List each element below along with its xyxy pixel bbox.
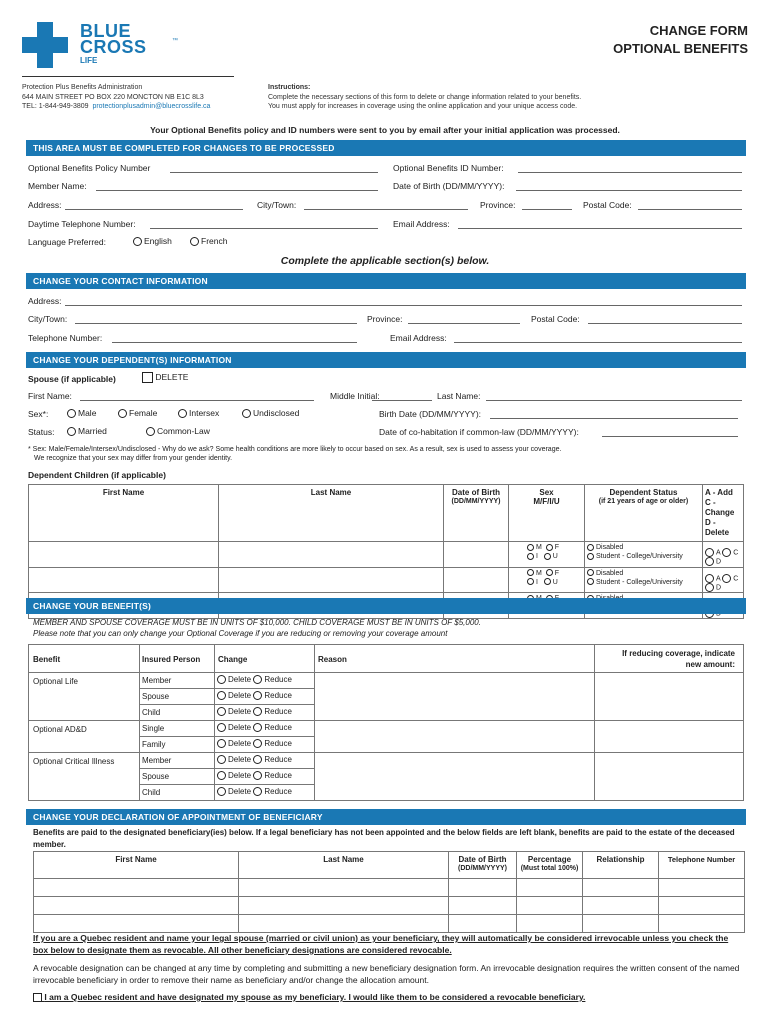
new-email-field[interactable] <box>454 342 742 343</box>
change-options[interactable]: Delete Reduce <box>215 785 315 801</box>
logo: BLUE CROSS ™ LIFE <box>22 22 192 72</box>
change-options[interactable]: Delete Reduce <box>215 673 315 689</box>
dependent-row: M F I U Disabled Student - College/University A C D <box>29 567 744 593</box>
benefits-table: Benefit Insured Person Change Reason If reducing coverage, indicate new amount: Optional Life Member Delete Reduce Spouse Delete Reduce Child Delete Reduce Optional AD&D Single Delete Reduce Family Delete Reduce Optional Critical Illness Member Delete Reduce Spouse Delete Reduce Child Delete Reduce <box>28 644 744 801</box>
beneficiary-row <box>34 879 745 897</box>
complete-heading: Complete the applicable section(s) below. <box>280 255 490 267</box>
section4-header: CHANGE YOUR BENEFIT(S) <box>26 598 746 614</box>
beneficiary-row <box>34 897 745 915</box>
beneficiary-table: First Name Last Name Date of Birth (DD/MM/YYYY) Percentage (Must total 100%) Relationship Telephone Number <box>33 851 745 933</box>
address-field[interactable] <box>65 209 243 210</box>
change-options[interactable]: Delete Reduce <box>215 737 315 753</box>
dependent-row: M F I U Disabled Student - College/University A C D <box>29 542 744 568</box>
sex-undisclosed-radio[interactable]: Undisclosed <box>242 408 299 418</box>
notice: Your Optional Benefits policy and ID numbers were sent to you by email after your initial application was processed. <box>150 125 620 135</box>
change-options[interactable]: Delete Reduce <box>215 769 315 785</box>
new-postal-field[interactable] <box>588 323 742 324</box>
sex-male-radio[interactable]: Male <box>67 408 96 418</box>
province-field[interactable] <box>522 209 572 210</box>
admin-address: Protection Plus Benefits Administration 644 MAIN STREET PO BOX 220 MONCTON NB E1C 8L3 TEL: 1-844-949-3809 protectionplusadmin@bluecrosslife.ca <box>22 84 211 110</box>
spouse-middle-field[interactable] <box>372 400 432 401</box>
english-radio[interactable]: English <box>133 236 172 246</box>
change-options[interactable]: Delete Reduce <box>215 721 315 737</box>
section2-header: CHANGE YOUR CONTACT INFORMATION <box>26 273 746 289</box>
new-address-field[interactable] <box>65 305 742 306</box>
spouse-first-field[interactable] <box>80 400 314 401</box>
form-title: CHANGE FORM OPTIONAL BENEFITS <box>613 23 748 56</box>
change-options[interactable]: Delete Reduce <box>215 689 315 705</box>
phone-field[interactable] <box>150 228 378 229</box>
cohab-field[interactable] <box>602 436 738 437</box>
spouse-last-field[interactable] <box>486 400 742 401</box>
section3-header: CHANGE YOUR DEPENDENT(S) INFORMATION <box>26 352 746 368</box>
new-province-field[interactable] <box>408 323 520 324</box>
change-options[interactable]: Delete Reduce <box>215 705 315 721</box>
member-name-field[interactable] <box>96 190 378 191</box>
dependents-table: First Name Last Name Date of Birth (DD/MM/YYYY) Sex M/F/I/U Dependent Status (if 21 years of age or older) A - Add C - Change D - Delete M F I U Disabled Student - College/University A C D M F I U Disabled Student - College/University A C D <box>28 484 744 619</box>
beneficiary-row <box>34 915 745 933</box>
sex-female-radio[interactable]: Female <box>118 408 157 418</box>
delete-spouse-checkbox[interactable]: DELETE <box>142 372 188 383</box>
french-radio[interactable]: French <box>190 236 227 246</box>
new-phone-field[interactable] <box>112 342 357 343</box>
cross-icon <box>22 22 68 68</box>
spouse-birth-field[interactable] <box>490 418 738 419</box>
city-field[interactable] <box>304 209 468 210</box>
status-common-radio[interactable]: Common-Law <box>146 426 210 436</box>
new-city-field[interactable] <box>75 323 357 324</box>
revocable-checkbox[interactable]: I am a Quebec resident and have designated my spouse as my beneficiary. I would like them to be considered a revocable beneficiary. <box>33 992 585 1002</box>
instructions: Instructions: Complete the necessary sections of this form to delete or change information related to your benefits. You must apply for increases in coverage using the online application and your unique access code. <box>268 84 582 110</box>
status-married-radio[interactable]: Married <box>67 426 107 436</box>
postal-field[interactable] <box>638 209 742 210</box>
change-options[interactable]: Delete Reduce <box>215 753 315 769</box>
revocable-info: A revocable designation can be changed at any time by completing and submitting a new beneficiary designation form. An irrevocable designation requires the written consent of the named irrevocable beneficiary in order to remove their name as beneficiary and/or change the allocation amount. <box>33 963 740 985</box>
email-field[interactable] <box>458 228 742 229</box>
email-link[interactable]: protectionplusadmin@bluecrosslife.ca <box>92 103 211 110</box>
sex-note: * Sex: Male/Female/Intersex/Undisclosed - Why do we ask? Some health conditions are more likely to occur based on sex. As a result, sex is used to assess your coverage. We recognize that your sex may differ from your gender identity. <box>28 446 562 462</box>
dob-field[interactable] <box>516 190 742 191</box>
policy-number-field[interactable] <box>170 172 378 173</box>
id-number-field[interactable] <box>518 172 742 173</box>
quebec-notice: If you are a Quebec resident and name your legal spouse (married or civil union) as your beneficiary, they will automatically be considered irrevocable unless you check the box below to designate them as revocable. All other beneficiary designations are considered revocable. <box>33 933 729 955</box>
section1-header: THIS AREA MUST BE COMPLETED FOR CHANGES TO BE PROCESSED <box>26 140 746 156</box>
section5-header: CHANGE YOUR DECLARATION OF APPOINTMENT OF BENEFICIARY <box>26 809 746 825</box>
coverage-notes: MEMBER AND SPOUSE COVERAGE MUST BE IN UNITS OF $10,000. CHILD COVERAGE MUST BE IN UNITS OF $5,000. Please note that you can only change your Optional Coverage if you are reducing or removing your coverage amount <box>33 618 481 638</box>
beneficiary-intro: Benefits are paid to the designated beneficiary(ies) below. If a legal beneficiary has not been appointed and the below fields are left blank, benefits are paid to the estate of the deceased member. <box>33 828 735 849</box>
sex-intersex-radio[interactable]: Intersex <box>178 408 219 418</box>
